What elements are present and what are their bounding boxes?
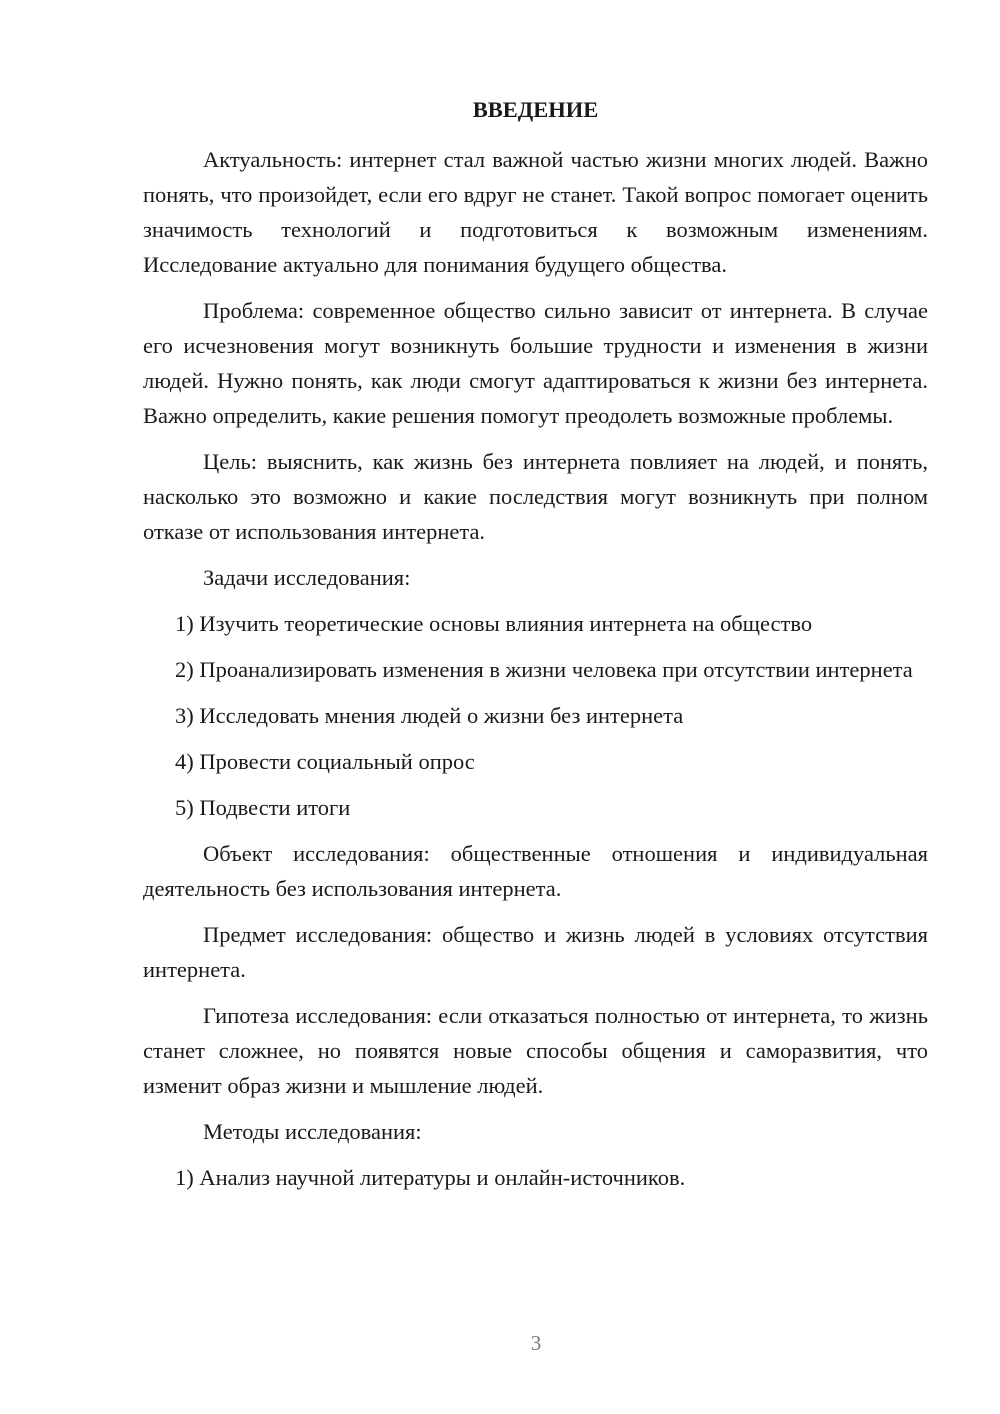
paragraph-object: Объект исследования: общественные отношения и индивидуальная деятельность без использования интернета. [143, 841, 928, 901]
paragraph-subject: Предмет исследования: общество и жизнь людей в условиях отсутствия интернета. [143, 922, 928, 982]
paragraph-hypothesis: Гипотеза исследования: если отказаться полностью от интернета, то жизнь станет сложнее, но появятся новые способы общения и саморазвития, что изменит образ жизни и мышление людей. [143, 1003, 928, 1098]
paragraph-tasks-title: Задачи исследования: [203, 565, 411, 590]
list-item-task-4: 4) Провести социальный опрос [175, 749, 475, 774]
list-item-task-3: 3) Исследовать мнения людей о жизни без интернета [175, 703, 684, 728]
section-heading: ВВЕДЕНИЕ [472, 97, 599, 122]
paragraph-problem: Проблема: современное общество сильно зависит от интернета. В случае его исчезновения могут возникнуть большие трудности и изменения в жизни людей. Нужно понять, как люди смогут адаптироваться к жизни без интернета. Важно определить, какие решения помогут преодолеть возможные проблемы. [143, 298, 928, 428]
list-item-task-2: 2) Проанализировать изменения в жизни человека при отсутствии интернета [175, 657, 913, 682]
paragraph-relevance: Актуальность: интернет стал важной частью жизни многих людей. Важно понять, что произойдет, если его вдруг не станет. Такой вопрос помогает оценить значимость технологий и подготовиться к возможным изменениям. Исследование актуально для понимания будущего общества. [143, 147, 928, 277]
page-number: 3 [530, 1331, 542, 1355]
paragraph-methods-title: Методы исследования: [203, 1119, 422, 1144]
list-item-task-5: 5) Подвести итоги [175, 795, 351, 820]
list-item-method-1: 1) Анализ научной литературы и онлайн-источников. [175, 1165, 686, 1190]
document-page [143, 92, 928, 1206]
paragraph-goal: Цель: выяснить, как жизнь без интернета повлияет на людей, и понять, насколько это возможно и какие последствия могут возникнуть при полном отказе от использования интернета. [143, 449, 928, 544]
list-item-task-1: 1) Изучить теоретические основы влияния интернета на общество [175, 611, 813, 636]
